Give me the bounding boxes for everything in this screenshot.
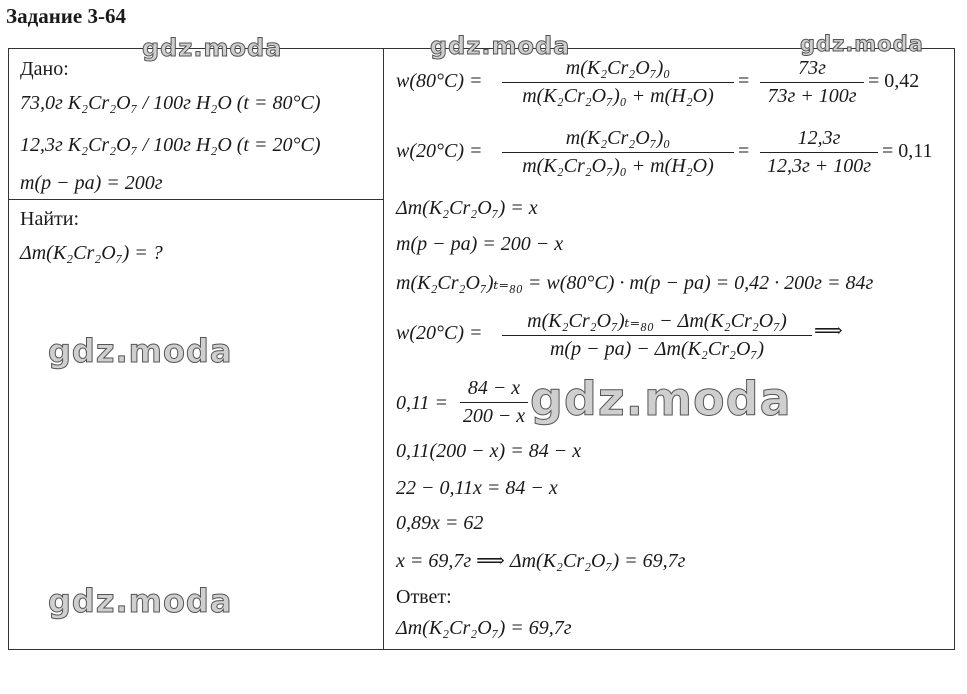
solution-line-5: m(K₂Cr₂O₇)ₜ₌₈₀ = w(80°C) · m(p − pa) = 0,42 · 200г = 84г [396, 272, 874, 294]
eq2-numerator: m(K₂Cr₂O₇)₀ [565, 127, 671, 149]
eq1-numerator-2: 73г [798, 57, 826, 79]
find-line-1: Δm(K₂Cr₂O₇) = ? [20, 242, 163, 264]
given-label: Дано: [20, 58, 69, 80]
watermark: gdz.moda [48, 332, 233, 370]
column-divider [383, 48, 384, 650]
eq1-equals: = [738, 70, 750, 92]
eq7-numerator: 84 − x [467, 377, 521, 399]
eq2-fraction-2 [760, 127, 878, 178]
eq1-result: = 0,42 [868, 70, 920, 92]
given-line-3: m(p − pa) = 200г [20, 172, 163, 194]
find-label: Найти: [20, 208, 80, 230]
fraction-bar [502, 335, 812, 336]
eq6-fraction [502, 308, 812, 361]
watermark: gdz.moda [48, 582, 233, 620]
watermark: gdz.moda [430, 32, 571, 60]
task-title: Задание 3-64 [6, 4, 126, 28]
eq1-lhs: w(80°C) = [396, 70, 483, 92]
solution-line-11: x = 69,7г ⟹ Δm(K₂Cr₂O₇) = 69,7г [396, 550, 686, 572]
eq2-numerator-2: 12,3г [797, 127, 841, 149]
eq1-fraction [502, 57, 734, 108]
solution-line-9: 22 − 0,11x = 84 − x [396, 477, 558, 499]
eq2-denominator: m(K₂Cr₂O₇)₀ + m(H₂O) [522, 155, 714, 177]
given-find-divider [8, 199, 384, 200]
solution-line-10: 0,89x = 62 [396, 512, 484, 534]
fraction-bar [460, 402, 528, 403]
eq7-denominator: 200 − x [462, 405, 526, 427]
fraction-bar [502, 152, 734, 153]
fraction-bar [760, 82, 864, 83]
eq7-lhs: 0,11 = [396, 392, 449, 414]
eq2-lhs: w(20°C) = [396, 140, 483, 162]
eq1-denominator: m(K₂Cr₂O₇)₀ + m(H₂O) [522, 85, 714, 107]
eq1-numerator: m(K₂Cr₂O₇)₀ [565, 57, 671, 79]
eq6-numerator: m(K₂Cr₂O₇)ₜ₌₈₀ − Δm(K₂Cr₂O₇) [527, 310, 787, 332]
watermark: gdz.moda [800, 32, 924, 56]
fraction-bar [760, 152, 878, 153]
eq2-denominator-2: 12,3г + 100г [766, 155, 872, 177]
solution-line-3: Δm(K₂Cr₂O₇) = x [396, 197, 538, 219]
solution-line-4: m(p − pa) = 200 − x [396, 233, 564, 255]
given-line-1: 73,0г K₂Cr₂O₇ / 100г H₂O (t = 80°C) [20, 92, 321, 114]
eq2-result: = 0,11 [882, 140, 933, 162]
eq6-lhs: w(20°C) = [396, 322, 483, 344]
answer-label: Ответ: [396, 586, 452, 608]
eq2-equals: = [738, 140, 750, 162]
eq6-arrow: ⟹ [814, 320, 843, 342]
solution-line-8: 0,11(200 − x) = 84 − x [396, 440, 582, 462]
eq1-denominator-2: 73г + 100г [767, 85, 857, 107]
watermark: gdz.moda [530, 372, 792, 426]
eq2-fraction [502, 127, 734, 178]
fraction-bar [502, 82, 734, 83]
answer-value: Δm(K₂Cr₂O₇) = 69,7г [396, 617, 572, 639]
eq6-denominator: m(p − pa) − Δm(K₂Cr₂O₇) [549, 338, 765, 360]
eq1-fraction-2 [760, 57, 864, 108]
eq7-fraction [460, 377, 528, 428]
watermark: gdz.moda [142, 34, 283, 62]
given-line-2: 12,3г K₂Cr₂O₇ / 100г H₂O (t = 20°C) [20, 134, 321, 156]
